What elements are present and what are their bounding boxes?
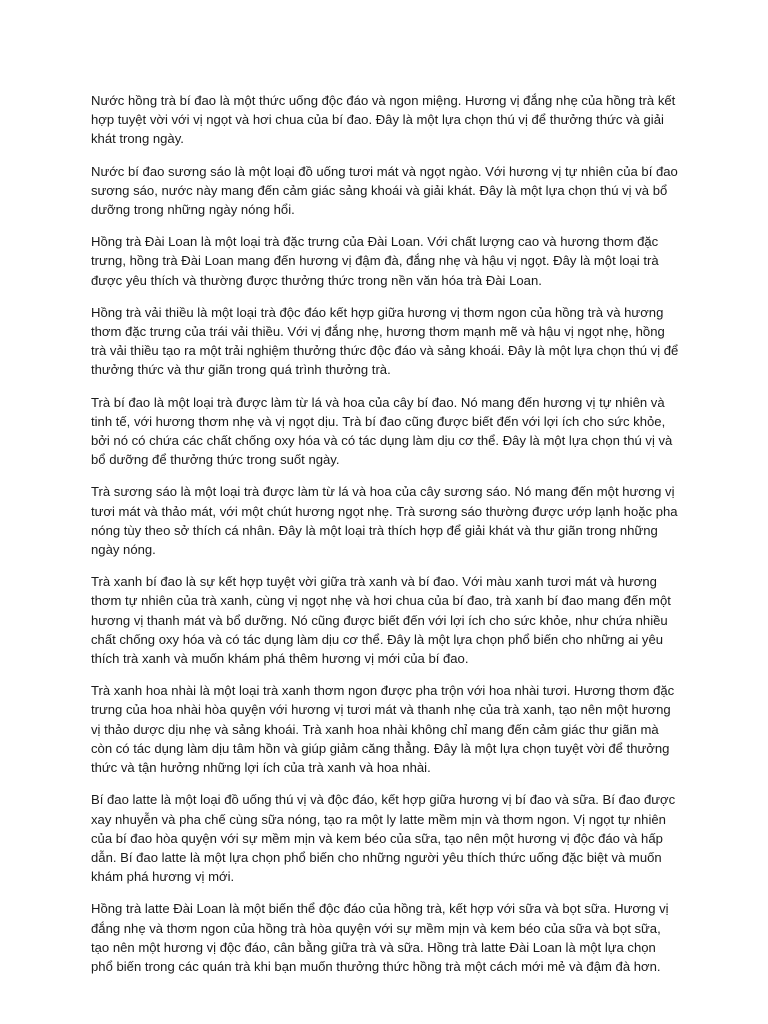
paragraph-bi-dao-latte: Bí đao latte là một loại đồ uống thú vị và độc đáo, kết hợp giữa hương vị bí đao và sữa. Bí đao được xay nhuyễn và pha chế cùng sữa nóng, tạo ra một ly latte mềm mịn và thơm ngon. Vị ngọt tự nhiên của bí đao hòa quyện với sự mềm mịn và kem béo của sữa, tạo nên một hương vị độc đáo và hấp dẫn. Bí đao latte là một lựa chọn phổ biến cho những người yêu thích thức uống đặc biệt và muốn khám phá hương vị mới. xyxy=(91,792,676,885)
paragraph-hong-tra-vai-thieu: Hồng trà vải thiều là một loại trà độc đáo kết hợp giữa hương vị thơm ngon của hồng trà và hương thơm đặc trưng của trái vải thiều. Với vị đắng nhẹ, hương thơm mạnh mẽ và hậu vị ngọt nhẹ, hồng trà vải thiều tạo ra một trải nghiệm thưởng thức độc đáo và sảng khoái. Đây là một lựa chọn thú vị để thưởng thức và thư giãn trong quá trình thưởng trà. xyxy=(91,304,679,378)
paragraph-tra-suong-sao: Trà sương sáo là một loại trà được làm từ lá và hoa của cây sương sáo. Nó mang đến một hương vị tươi mát và thảo mát, với một chút hương ngọt nhẹ. Trà sương sáo thường được ướp lạnh hoặc pha nóng tùy theo sở thích cá nhân. Đây là một loại trà thích hợp để giải khát và thư giãn trong những ngày nóng. xyxy=(91,484,678,558)
document-body xyxy=(91,91,681,989)
paragraph-bi-dao-suong-sao: Nước bí đao sương sáo là một loại đồ uống tươi mát và ngọt ngào. Với hương vị tự nhiên của bí đao sương sáo, nước này mang đến cảm giác sảng khoái và giải khát. Đây là một lựa chọn thú vị và bổ dưỡng trong những ngày nóng hổi. xyxy=(91,163,678,218)
paragraph-hong-tra-dai-loan: Hồng trà Đài Loan là một loại trà đặc trưng của Đài Loan. Với chất lượng cao và hương thơm đặc trưng, hồng trà Đài Loan mang đến hương vị đậm đà, đắng nhẹ và hậu vị ngọt. Đây là một loại trà được yêu thích và thường được thưởng thức trong nền văn hóa trà Đài Loan. xyxy=(91,234,659,288)
paragraph-tra-xanh-bi-dao: Trà xanh bí đao là sự kết hợp tuyệt vời giữa trà xanh và bí đao. Với màu xanh tươi mát và hương thơm tự nhiên của trà xanh, cùng vị ngọt nhẹ và hơi chua của bí đao, trà xanh bí đao mang đến một hương vị thanh mát và bổ dưỡng. Nó cũng được biết đến với lợi ích cho sức khỏe, như chứa nhiều chất chống oxy hóa và có tác dụng làm dịu cơ thể. Đây là một lựa chọn phổ biến cho những ai yêu thích trà xanh và muốn khám phá thêm hương vị mới của bí đao. xyxy=(91,574,671,667)
paragraph-tra-bi-dao: Trà bí đao là một loại trà được làm từ lá và hoa của cây bí đao. Nó mang đến hương vị tự nhiên và tinh tế, với hương thơm nhẹ và vị ngọt dịu. Trà bí đao cũng được biết đến với lợi ích cho sức khỏe, bởi nó có chứa các chất chống oxy hóa và có tác dụng làm dịu cơ thể. Đây là một lựa chọn thú vị và bổ dưỡng để thưởng thức trong suốt ngày. xyxy=(91,394,673,468)
paragraph-tra-xanh-hoa-nhai: Trà xanh hoa nhài là một loại trà xanh thơm ngon được pha trộn với hoa nhài tươi. Hương thơm đặc trưng của hoa nhài hòa quyện với hương vị tươi mát và thanh nhẹ của trà xanh, tạo nên một hương vị thảo dược dịu nhẹ và sảng khoái. Trà xanh hoa nhài không chỉ mang đến cảm giác thư giãn mà còn có tác dụng làm dịu tâm hồn và giúp giảm căng thẳng. Đây là một lựa chọn tuyệt vời để thưởng thức và tận hưởng những lợi ích của trà xanh và hoa nhài. xyxy=(91,683,675,776)
paragraph-hong-tra-latte-dai-loan: Hồng trà latte Đài Loan là một biến thể độc đáo của hồng trà, kết hợp với sữa và bọt sữa. Hương vị đắng nhẹ và thơm ngon của hồng trà hòa quyện với sự mềm mịn và kem béo của sữa và bọt sữa, tạo nên một hương vị độc đáo, cân bằng giữa trà và sữa. Hồng trà latte Đài Loan là một lựa chọn phổ biến trong các quán trà khi bạn muốn thưởng thức hồng trà một cách mới mẻ và đậm đà hơn. xyxy=(91,901,669,974)
paragraph-hong-tra-bi-dao: Nước hồng trà bí đao là một thức uống độc đáo và ngon miệng. Hương vị đắng nhẹ của hồng trà kết hợp tuyệt vời với vị ngọt và hơi chua của bí đao. Đây là một lựa chọn thú vị để thưởng thức và giải khát trong ngày. xyxy=(91,93,676,147)
